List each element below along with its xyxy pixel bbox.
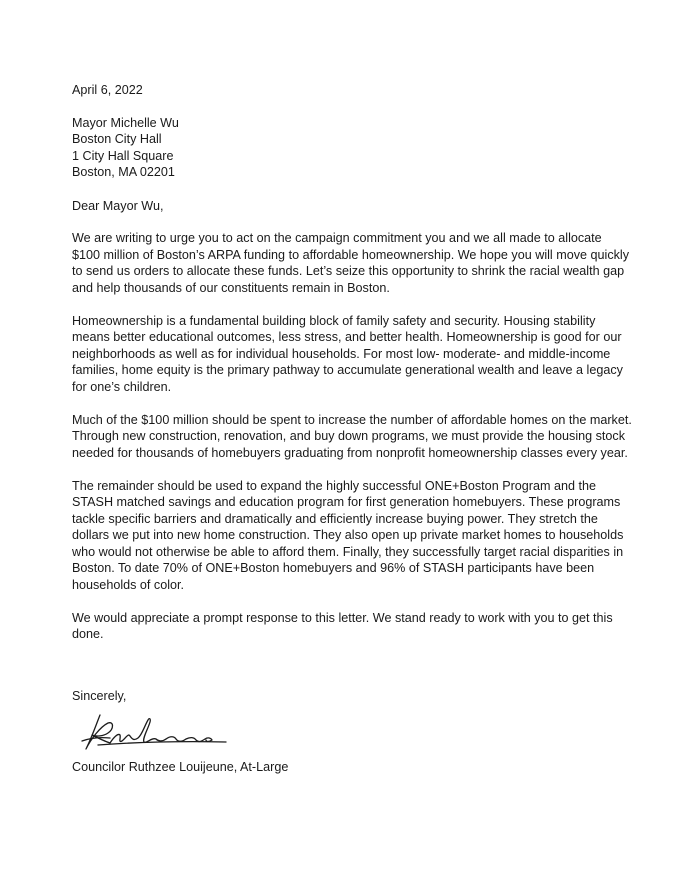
closing: Sincerely, <box>72 689 127 703</box>
signatory-name: Councilor Ruthzee Louijeune, At-Large <box>72 759 289 774</box>
paragraph-4: The remainder should be used to expand the highly successful ONE+Boston Program and the STASH matched savings and education program for first generation homebuyers. These programs tackle specific barriers and dramatically and efficiently increase buying power. They stretch the dollars we put into new home construction. They also open up private market homes to households who would not otherwise be able to afford them. Finally, they successfully target racial disparities in Boston. To date 70% of ONE+Boston homebuyers and 96% of STASH participants have been households of color. <box>72 478 624 592</box>
recipient-office: Boston City Hall <box>72 132 162 146</box>
paragraph-1: We are writing to urge you to act on the campaign commitment you and we all made to allocate $100 million of Boston’s ARPA funding to affordable homeownership. We hope you will move quickly to send us orders to allocate these funds. Let’s seize this opportunity to shrink the racial wealth gap and help thousands of our constituents remain in Boston. <box>72 231 630 295</box>
recipient-name: Mayor Michelle Wu <box>72 115 179 130</box>
recipient-street: 1 City Hall Square <box>72 148 174 163</box>
recipient-city: Boston, MA 02201 <box>72 165 175 179</box>
recipient-address <box>72 115 632 181</box>
paragraph-5: We would appreciate a prompt response to this letter. We stand ready to work with you to get this done. <box>72 610 613 641</box>
letter-body <box>72 82 632 775</box>
handwritten-signature <box>78 711 228 755</box>
salutation: Dear Mayor Wu, <box>72 198 164 213</box>
letter-date: April 6, 2022 <box>72 83 143 97</box>
paragraph-2: Homeownership is a fundamental building block of family safety and security. Housing stability means better educational outcomes, less stress, and better health. Homeownership is good for our neighborhoods as well as for individual households. For most low- moderate- and middle-income families, home equity is the primary pathway to accumulate generational wealth and leave a legacy for one’s children. <box>72 313 623 394</box>
paragraph-3: Much of the $100 million should be spent to increase the number of affordable homes on the market. Through new construction, renovation, and buy down programs, we must provide the housing stock needed for thousands of homebuyers graduating from nonprofit homeownership classes every year. <box>72 412 632 460</box>
